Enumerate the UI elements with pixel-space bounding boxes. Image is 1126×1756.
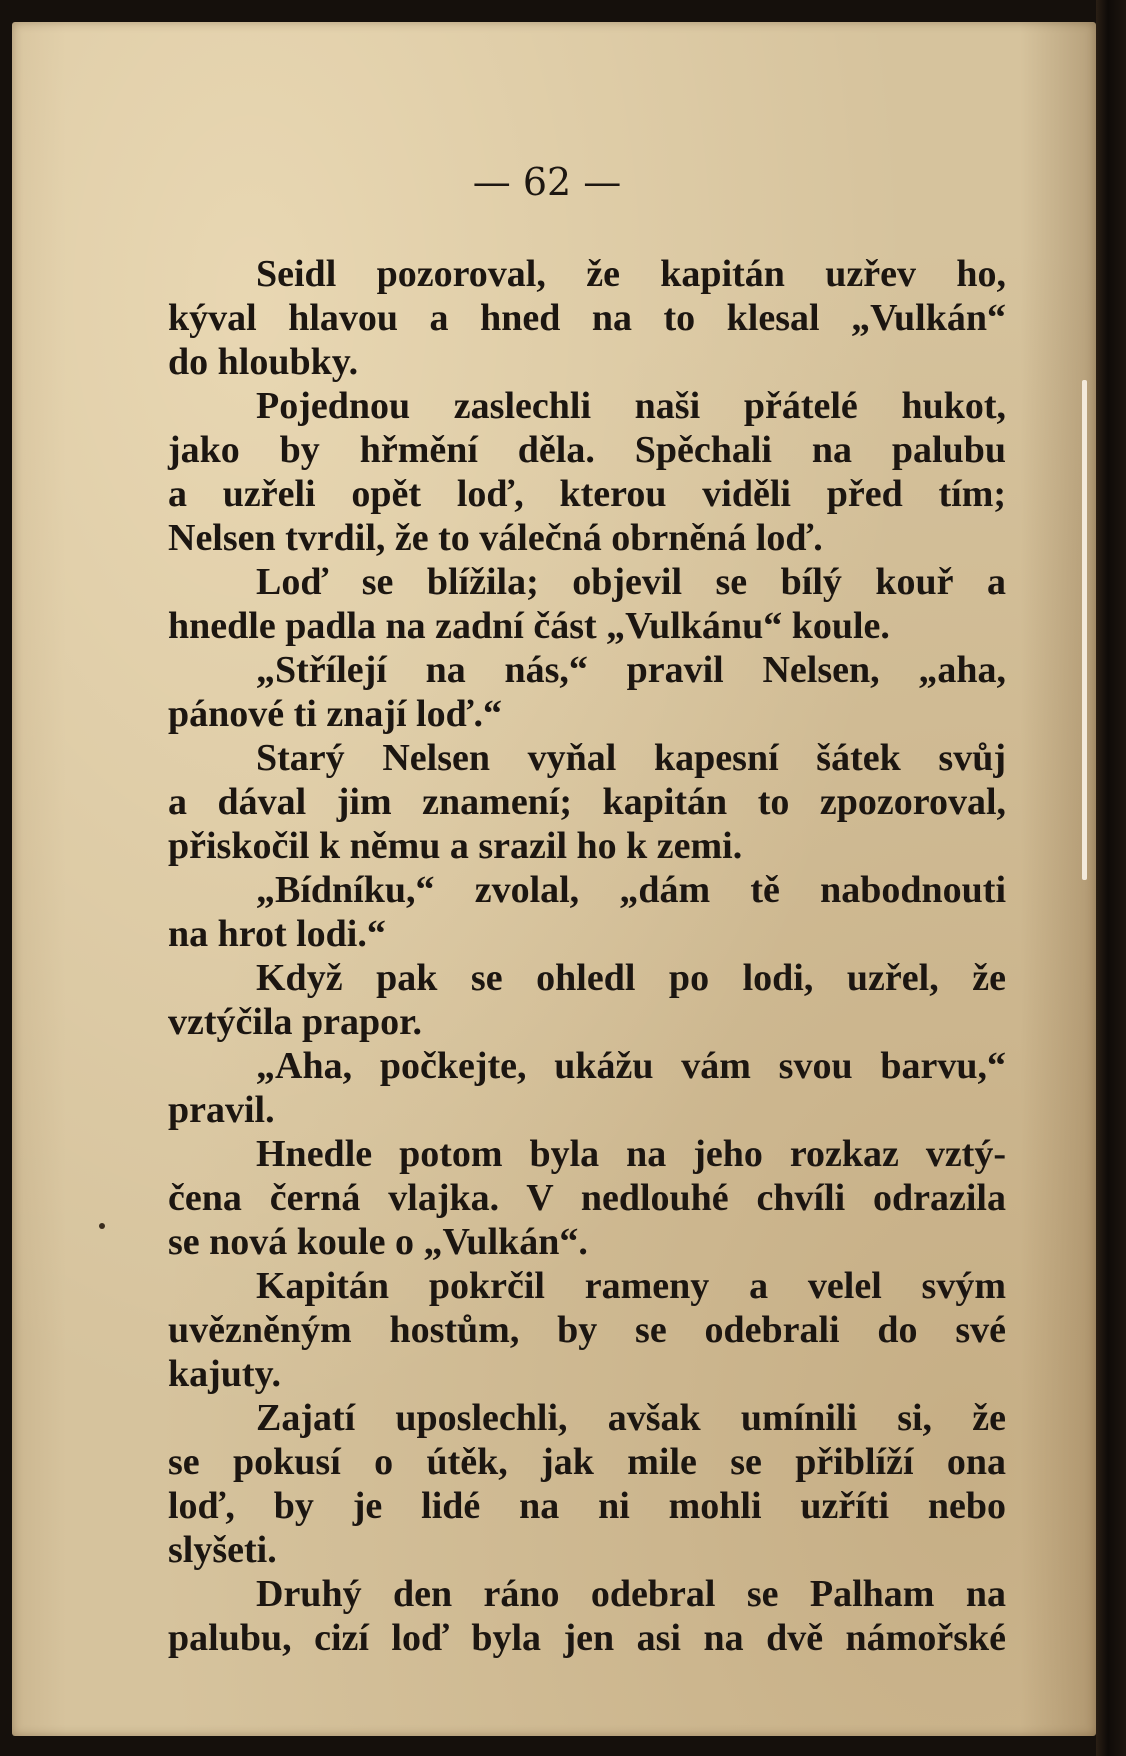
text-line: Nelsen tvrdil, že to válečná obrněná loď. bbox=[168, 517, 823, 559]
text-line: Pojednou zaslechli naši přátelé hukot, bbox=[256, 385, 1006, 427]
text-line: Když pak se ohledl po lodi, uzřel, že bbox=[256, 957, 1006, 999]
text-line: Seidl pozoroval, že kapitán uzřev ho, bbox=[256, 253, 1006, 295]
text-line: uvězněným hostům, by se odebrali do své bbox=[168, 1309, 1006, 1351]
text-line: se nová koule o „Vulkán“. bbox=[168, 1221, 588, 1263]
text-line: „Střílejí na nás,“ pravil Nelsen, „aha, bbox=[256, 649, 1006, 691]
text-line: a dával jim znamení; kapitán to zpozoroval, bbox=[168, 781, 1006, 823]
text-line: vztýčila prapor. bbox=[168, 1001, 423, 1043]
text-line: palubu, cizí loď byla jen asi na dvě námořské bbox=[168, 1617, 1006, 1659]
text-line: Loď se blížila; objevil se bílý kouř a bbox=[256, 561, 1006, 603]
text-line: pravil. bbox=[168, 1089, 275, 1131]
text-line: na hrot lodi.“ bbox=[168, 913, 386, 955]
body-text bbox=[168, 252, 1006, 1660]
text-line: „Aha, počkejte, ukážu vám svou barvu,“ bbox=[256, 1045, 1006, 1087]
text-line: Kapitán pokrčil rameny a velel svým bbox=[256, 1265, 1006, 1307]
text-line: jako by hřmění děla. Spěchali na palubu bbox=[168, 429, 1006, 471]
text-line: kýval hlavou a hned na to klesal „Vulkán“ bbox=[168, 297, 1006, 339]
page-number: — 62 — bbox=[472, 160, 622, 204]
text-line: „Bídníku,“ zvolal, „dám tě nabodnouti bbox=[256, 869, 1006, 911]
text-line: Starý Nelsen vyňal kapesní šátek svůj bbox=[256, 737, 1006, 779]
text-line: Hnedle potom byla na jeho rozkaz vztý- bbox=[256, 1133, 1006, 1175]
ink-speck bbox=[99, 1223, 105, 1229]
text-line: Druhý den ráno odebral se Palham na bbox=[256, 1573, 1006, 1615]
text-line: přiskočil k němu a srazil ho k zemi. bbox=[168, 825, 743, 867]
text-line: kajuty. bbox=[168, 1353, 281, 1395]
text-line: pánové ti znají loď.“ bbox=[168, 693, 502, 735]
book-spine bbox=[1096, 0, 1126, 1756]
text-line: Zajatí uposlechli, avšak umínili si, že bbox=[256, 1397, 1006, 1439]
text-line: loď, by je lidé na ni mohli uzříti nebo bbox=[168, 1485, 1006, 1527]
text-line: slyšeti. bbox=[168, 1529, 277, 1571]
page-edge-strip bbox=[1082, 380, 1087, 880]
text-line: se pokusí o útěk, jak mile se přiblíží ona bbox=[168, 1441, 1006, 1483]
text-line: a uzřeli opět loď, kterou viděli před tím; bbox=[168, 473, 1006, 515]
text-line: do hloubky. bbox=[168, 341, 359, 383]
text-line: čena černá vlajka. V nedlouhé chvíli odrazila bbox=[168, 1177, 1006, 1219]
text-line: hnedle padla na zadní část „Vulkánu“ koule. bbox=[168, 605, 890, 647]
